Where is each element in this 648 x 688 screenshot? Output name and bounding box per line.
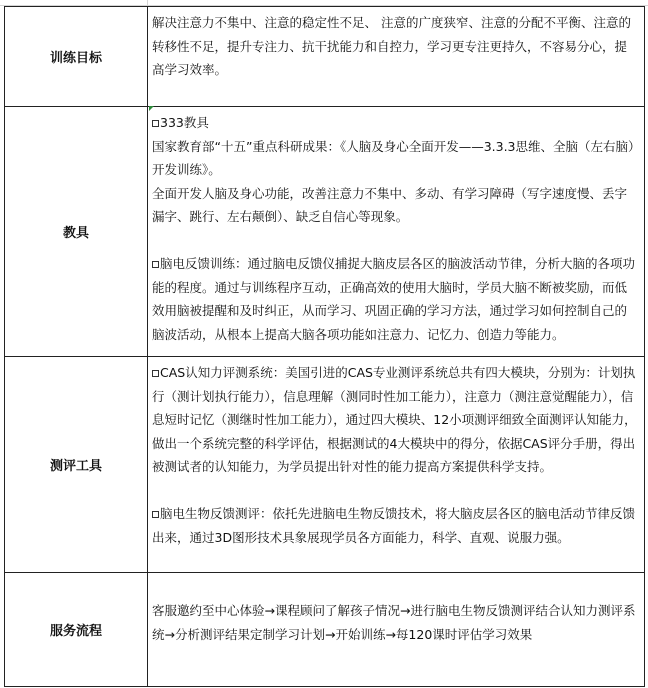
paragraph-bulleted	[152, 252, 638, 346]
row-label-service-process: 服务流程	[5, 573, 148, 687]
checkbox-bullet-icon	[152, 261, 159, 268]
table-row	[5, 573, 645, 687]
table-row	[5, 107, 645, 357]
row-content-training-goal	[148, 7, 645, 107]
paragraph-text: 333教具	[160, 115, 209, 130]
checkbox-bullet-icon	[152, 120, 159, 127]
paragraph-text: 脑电生物反馈测评：依托先进脑电生物反馈技术，将大脑皮层各区的脑电活动节律反馈出来，通过3D图形技术具象展现学员各方面能力，科学、直观、说服力强。	[152, 506, 636, 545]
paragraph-bulleted	[152, 111, 638, 135]
checkbox-bullet-icon	[152, 511, 159, 518]
cell-comment-indicator-icon	[149, 106, 154, 111]
row-content-service-process	[148, 573, 645, 687]
row-label-training-goal: 训练目标	[5, 7, 148, 107]
paragraph: 国家教育部“十五”重点科研成果：《人脑及身心全面开发——3.3.3思维、全脑（左右脑）开发训练》。	[152, 138, 635, 177]
table-row	[5, 357, 645, 573]
paragraph: 客服邀约至中心体验→课程顾问了解孩子情况→进行脑电生物反馈测评结合认知力测评系统→分析测评结果定制学习计划→开始训练→每120课时评估学习效果	[152, 603, 636, 642]
paragraph-text: CAS认知力评测系统：美国引进的CAS专业测评系统总共有四大模块，分别为：计划执行（测计划执行能力），信息理解（测同时性加工能力），注意力（测注意觉醒能力），信息短时记忆（测继时性加工能力），通过四大模块、12小项测评细致全面测评认知能力，做出一个系统完整的科学评估，根据测试的4大模块中的得分，依据CAS评分手册，得出被测试者的认知能力，为学员提出针对性的能力提高方案提供科学支持。	[152, 365, 637, 474]
row-label-teaching-aids: 教具	[5, 107, 148, 357]
row-content-teaching-aids	[148, 107, 645, 357]
row-content-assessment-tools	[148, 357, 645, 573]
paragraph: 全面开发人脑及身心功能，改善注意力不集中、多动、有学习障碍（写字速度慢、丢字漏字、跳行、左右颠倒）、缺乏自信心等现象。	[152, 185, 628, 224]
checkbox-bullet-icon	[152, 370, 159, 377]
table-row	[5, 7, 645, 107]
paragraph-text: 脑电反馈训练：通过脑电反馈仪捕捉大脑皮层各区的脑波活动节律，分析大脑的各项功能的程度。通过与训练程序互动，正确高效的使用大脑时，学员大脑不断被奖励，而低效用脑被提醒和及时纠正，从而学习、巩固正确的学习方法，通过学习如何控制自己的脑波活动，从根本上提高大脑各项功能如注意力、记忆力、创造力等能力。	[152, 256, 636, 342]
info-table	[4, 6, 645, 687]
row-label-assessment-tools: 测评工具	[5, 357, 148, 573]
paragraph-bulleted	[152, 502, 638, 549]
paragraph: 解决注意力不集中、注意的稳定性不足、 注意的广度狭窄、注意的分配不平衡、注意的转移性不足，提升专注力、抗干扰能力和自控力，学习更专注更持久，不容易分心，提高学习效率。	[152, 15, 631, 77]
paragraph-bulleted	[152, 361, 638, 479]
